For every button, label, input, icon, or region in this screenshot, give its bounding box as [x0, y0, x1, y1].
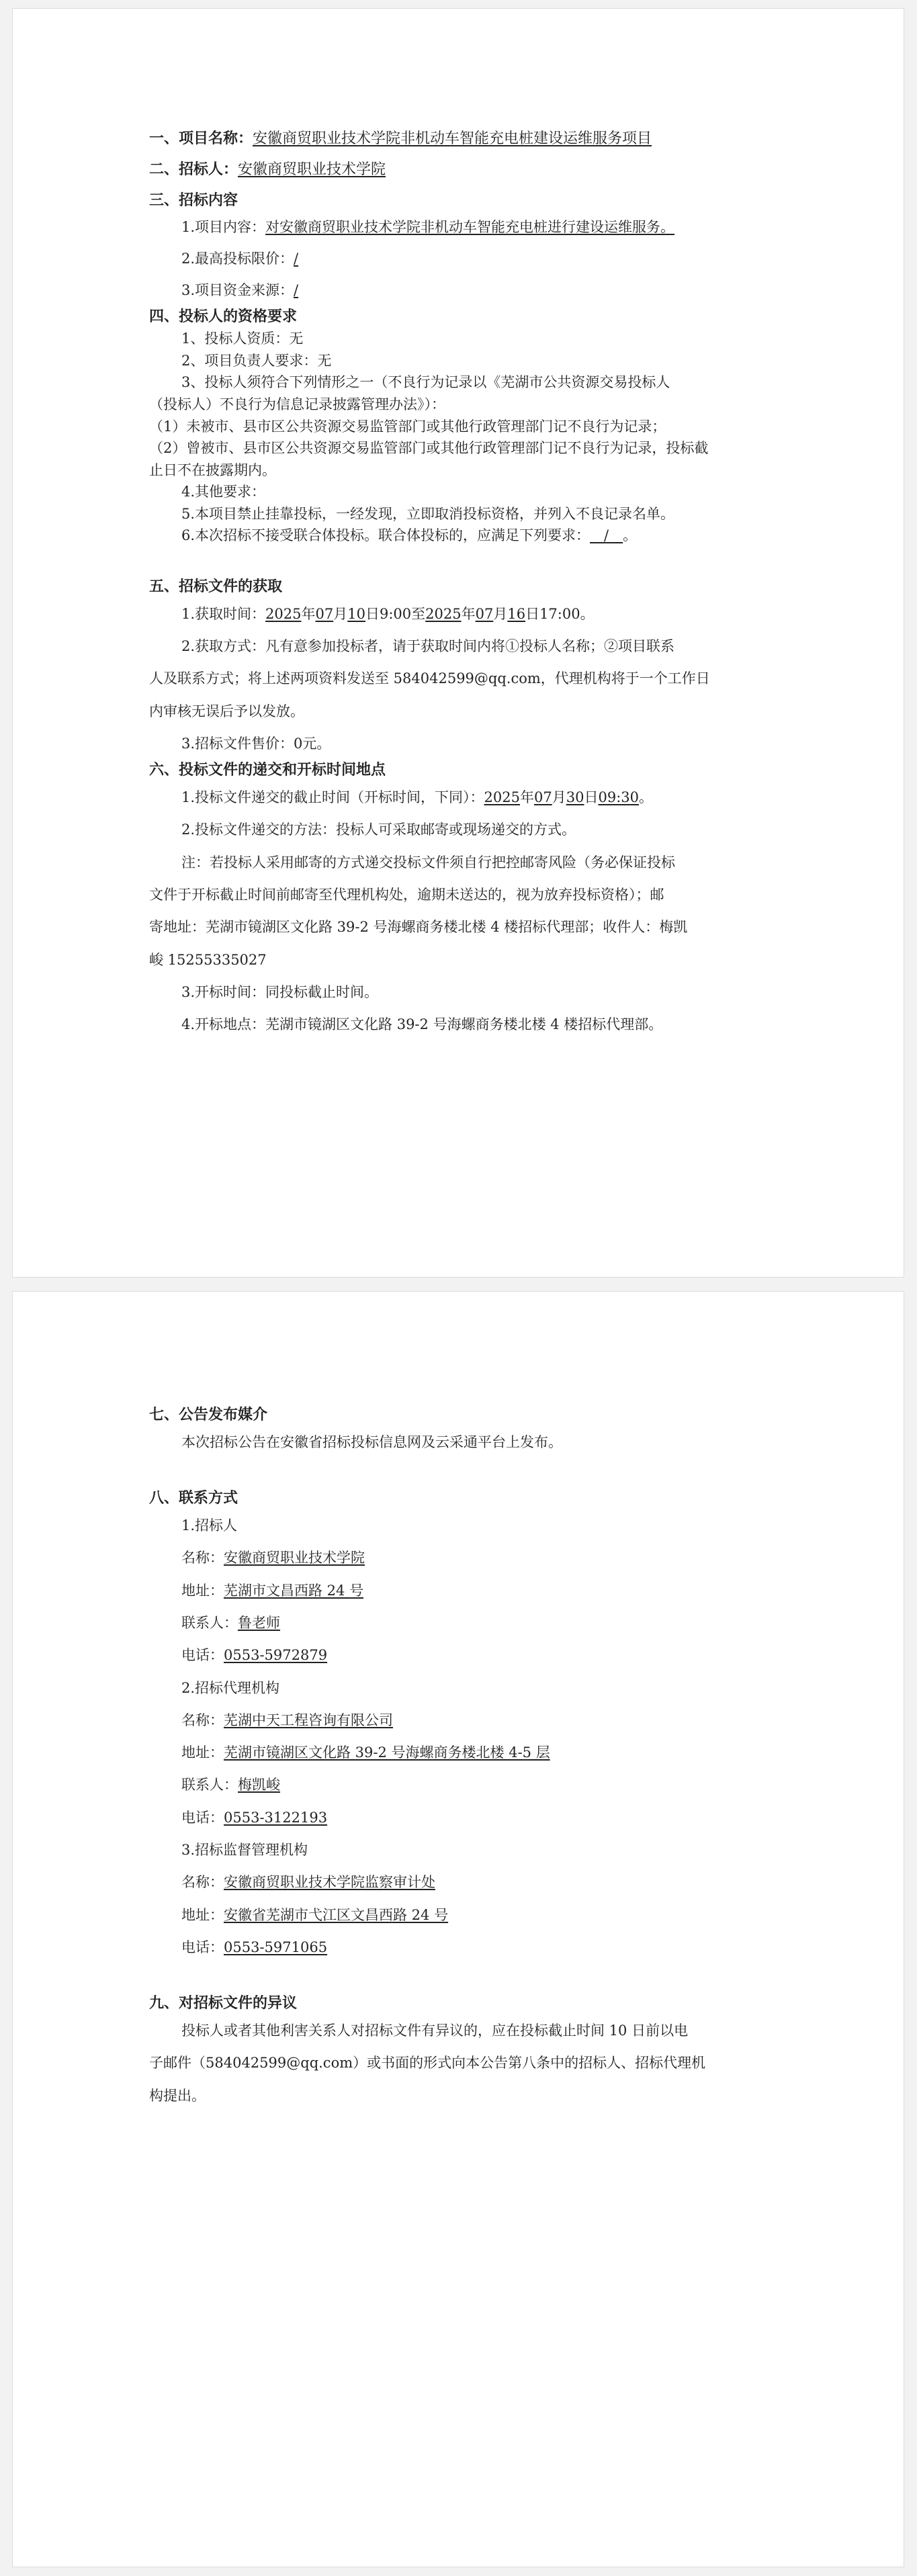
- contact-3-name: [149, 1866, 767, 1898]
- section-6-note-d: 峻 15255335027: [149, 951, 267, 968]
- section-1-label: 一、项目名称：: [149, 130, 253, 147]
- section-4-line-6: 4.其他要求：: [181, 484, 266, 500]
- supervisor-address: 安徽省芜湖市弋江区文昌西路 24 号: [224, 1906, 449, 1923]
- contact-1-person: [149, 1607, 767, 1639]
- acquire-time-label: 1.获取时间：: [181, 605, 266, 622]
- section-3-heading: 三、招标内容: [149, 191, 238, 209]
- name-label: 名称：: [181, 1712, 224, 1728]
- year-char: 年: [461, 605, 476, 622]
- start-day: 10: [347, 605, 365, 622]
- start-month: 07: [315, 605, 334, 622]
- section-9-line-a: 投标人或者其他利害关系人对招标文件有异议的，应在投标截止时间 10 日前以电: [181, 2023, 689, 2039]
- end-year: 2025: [425, 605, 462, 622]
- section-2-label: 二、招标人：: [149, 160, 238, 178]
- phone-label: 电话：: [181, 1809, 224, 1826]
- project-name-value: 安徽商贸职业技术学院非机动车智能充电桩建设运维服务项目: [253, 130, 652, 147]
- section-3-item-2: [149, 243, 767, 275]
- phone-label: 电话：: [181, 1647, 224, 1664]
- section-8-heading: 八、联系方式: [149, 1489, 238, 1507]
- address-label: 地址：: [181, 1906, 224, 1923]
- deadline-label: 1.投标文件递交的截止时间（开标时间，下同）：: [181, 789, 484, 806]
- section-4-line-8: [149, 525, 767, 547]
- end-time: 17:00: [539, 605, 580, 622]
- contact-3-address: [149, 1899, 767, 1931]
- contact-2-address: [149, 1736, 767, 1769]
- section-4-line-2: 2、项目负责人要求：无: [181, 352, 332, 369]
- day-char: 日: [365, 605, 380, 622]
- tenderer-contact: 鲁老师: [238, 1614, 280, 1631]
- section-9-line-c: 构提出。: [149, 2087, 206, 2104]
- deadline-time: 09:30: [598, 789, 639, 806]
- page-1-content: [149, 128, 767, 1040]
- contact-3-phone: [149, 1931, 767, 1963]
- item-2-label: 2.最高投标限价：: [181, 250, 294, 267]
- section-1-project-name: [149, 128, 767, 150]
- tenderer-value: 安徽商贸职业技术学院: [238, 161, 386, 178]
- section-4-heading: 四、投标人的资格要求: [149, 308, 298, 326]
- section-5-way-c: 内审核无误后予以发放。: [149, 703, 304, 719]
- section-6-note-c: 寄地址：芜湖市镜湖区文化路 39-2 号海螺商务楼北楼 4 楼招标代理部；收件人：梅凯: [149, 919, 688, 936]
- section-4-line-3b: （投标人）不良行为信息记录披露管理办法》）：: [149, 396, 445, 412]
- section-7-text: 本次招标公告在安徽省招标投标信息网及云采通平台上发布。: [181, 1433, 562, 1450]
- page-2-content: [149, 1405, 767, 2112]
- agency-address: 芜湖市镜湖区文化路 39-2 号海螺商务楼北楼 4-5 层: [224, 1744, 550, 1761]
- section-4-line-5b: 止日不在披露期内。: [149, 461, 276, 478]
- phone-label: 电话：: [181, 1939, 224, 1955]
- section-3-item-1: [149, 212, 767, 243]
- section-5-heading: 五、招标文件的获取: [149, 577, 283, 595]
- year-char: 年: [301, 605, 316, 622]
- address-label: 地址：: [181, 1582, 224, 1599]
- day-char: 日: [584, 789, 599, 806]
- agency-name: 芜湖中天工程咨询有限公司: [224, 1712, 393, 1728]
- section-5-price: 3.招标文件售价：0元。: [181, 735, 331, 752]
- period: 。: [639, 789, 653, 806]
- section-4-line-1: 1、投标人资质：无: [181, 330, 304, 347]
- section-6-method: 2.投标文件递交的方法：投标人可采取邮寄或现场递交的方式。: [181, 821, 576, 838]
- section-4-line-4: （1）未被市、县市区公共资源交易监管部门或其他行政管理部门记不良行为记录；: [149, 418, 666, 435]
- section-6-deadline: [149, 781, 767, 813]
- agency-phone: 0553-3122193: [224, 1809, 328, 1826]
- contact-1-name: [149, 1542, 767, 1574]
- to-char: 至: [411, 605, 426, 622]
- contact-1-phone: [149, 1639, 767, 1671]
- start-time: 9:00: [379, 605, 412, 622]
- contact-1-address: [149, 1574, 767, 1607]
- consortium-requirement-blank: __/__: [590, 527, 623, 544]
- name-label: 名称：: [181, 1550, 224, 1566]
- section-6-note-a: 注：若投标人采用邮寄的方式递交投标文件须自行把控邮寄风险（务必保证投标: [181, 854, 675, 871]
- section-7-heading: 七、公告发布媒介: [149, 1406, 268, 1423]
- agency-contact: 梅凯峻: [238, 1777, 280, 1793]
- contact-label: 联系人：: [181, 1777, 238, 1793]
- supervisor-name: 安徽商贸职业技术学院监察审计处: [224, 1874, 435, 1891]
- document-page-2: [12, 1291, 904, 2567]
- deadline-year: 2025: [484, 789, 520, 806]
- contact-2-title: 2.招标代理机构: [181, 1679, 280, 1696]
- end-day: 16: [507, 605, 526, 622]
- year-char: 年: [520, 789, 534, 806]
- month-char: 月: [552, 789, 566, 806]
- section-6-open-time: 3.开标时间：同投标截止时间。: [181, 983, 379, 1000]
- day-char: 日: [525, 605, 540, 622]
- contact-2-phone: [149, 1802, 767, 1834]
- contact-2-name: [149, 1704, 767, 1736]
- contact-1-title: 1.招标人: [181, 1517, 238, 1534]
- address-label: 地址：: [181, 1744, 224, 1761]
- section-2-tenderer: [149, 159, 767, 181]
- section-9-line-b: 子邮件（584042599@qq.com）或书面的形式向本公告第八条中的招标人、招标代理机: [149, 2055, 706, 2072]
- section-5-way-a: 2.获取方式：凡有意参加投标者，请于获取时间内将①投标人名称；②项目联系: [181, 637, 675, 654]
- section-6-open-place: 4.开标地点：芜湖市镜湖区文化路 39-2 号海螺商务楼北楼 4 楼招标代理部。: [181, 1016, 663, 1033]
- item-1-label: 1.项目内容：: [181, 218, 266, 235]
- tenderer-phone: 0553-5972879: [224, 1647, 328, 1664]
- deadline-month: 07: [534, 789, 552, 806]
- section-5-way-b: 人及联系方式；将上述两项资料发送至 584042599@qq.com，代理机构将于一个工作日: [149, 670, 710, 687]
- max-bid-price-value: /: [294, 250, 299, 267]
- month-char: 月: [493, 605, 508, 622]
- tenderer-address: 芜湖市文昌西路 24 号: [224, 1582, 364, 1599]
- section-5-acquire-time: [149, 598, 767, 630]
- section-6-heading: 六、投标文件的递交和开标时间地点: [149, 761, 386, 779]
- contact-label: 联系人：: [181, 1614, 238, 1631]
- section-3-item-3: [149, 275, 767, 306]
- name-label: 名称：: [181, 1874, 224, 1891]
- section-9-heading: 九、对招标文件的异议: [149, 1994, 298, 2012]
- fund-source-value: /: [294, 282, 299, 299]
- end-month: 07: [475, 605, 494, 622]
- section-6-note-b: 文件于开标截止时间前邮寄至代理机构处，逾期未送达的，视为放弃投标资格）；邮: [149, 886, 664, 903]
- document-page-1: [12, 8, 904, 1278]
- section-4-line-3a: 3、投标人须符合下列情形之一（不良行为记录以《芜湖市公共资源交易投标人: [181, 374, 670, 391]
- item-3-label: 3.项目资金来源：: [181, 282, 294, 299]
- section-4-line-5a: （2）曾被市、县市区公共资源交易监管部门或其他行政管理部门记不良行为记录，投标截: [149, 440, 709, 457]
- line-8-text: 6.本次招标不接受联合体投标。联合体投标的，应满足下列要求：: [181, 527, 591, 544]
- deadline-day: 30: [566, 789, 584, 806]
- tenderer-name: 安徽商贸职业技术学院: [224, 1550, 365, 1566]
- supervisor-phone: 0553-5971065: [224, 1939, 328, 1955]
- start-year: 2025: [265, 605, 302, 622]
- line-8-end: 。: [623, 527, 638, 544]
- month-char: 月: [333, 605, 348, 622]
- contact-2-person: [149, 1769, 767, 1801]
- contact-3-title: 3.招标监督管理机构: [181, 1842, 308, 1859]
- section-4-line-7: 5.本项目禁止挂靠投标，一经发现，立即取消投标资格，并列入不良记录名单。: [181, 505, 675, 522]
- project-content-value: 对安徽商贸职业技术学院非机动车智能充电桩进行建设运维服务。: [265, 218, 675, 235]
- period: 。: [580, 605, 595, 622]
